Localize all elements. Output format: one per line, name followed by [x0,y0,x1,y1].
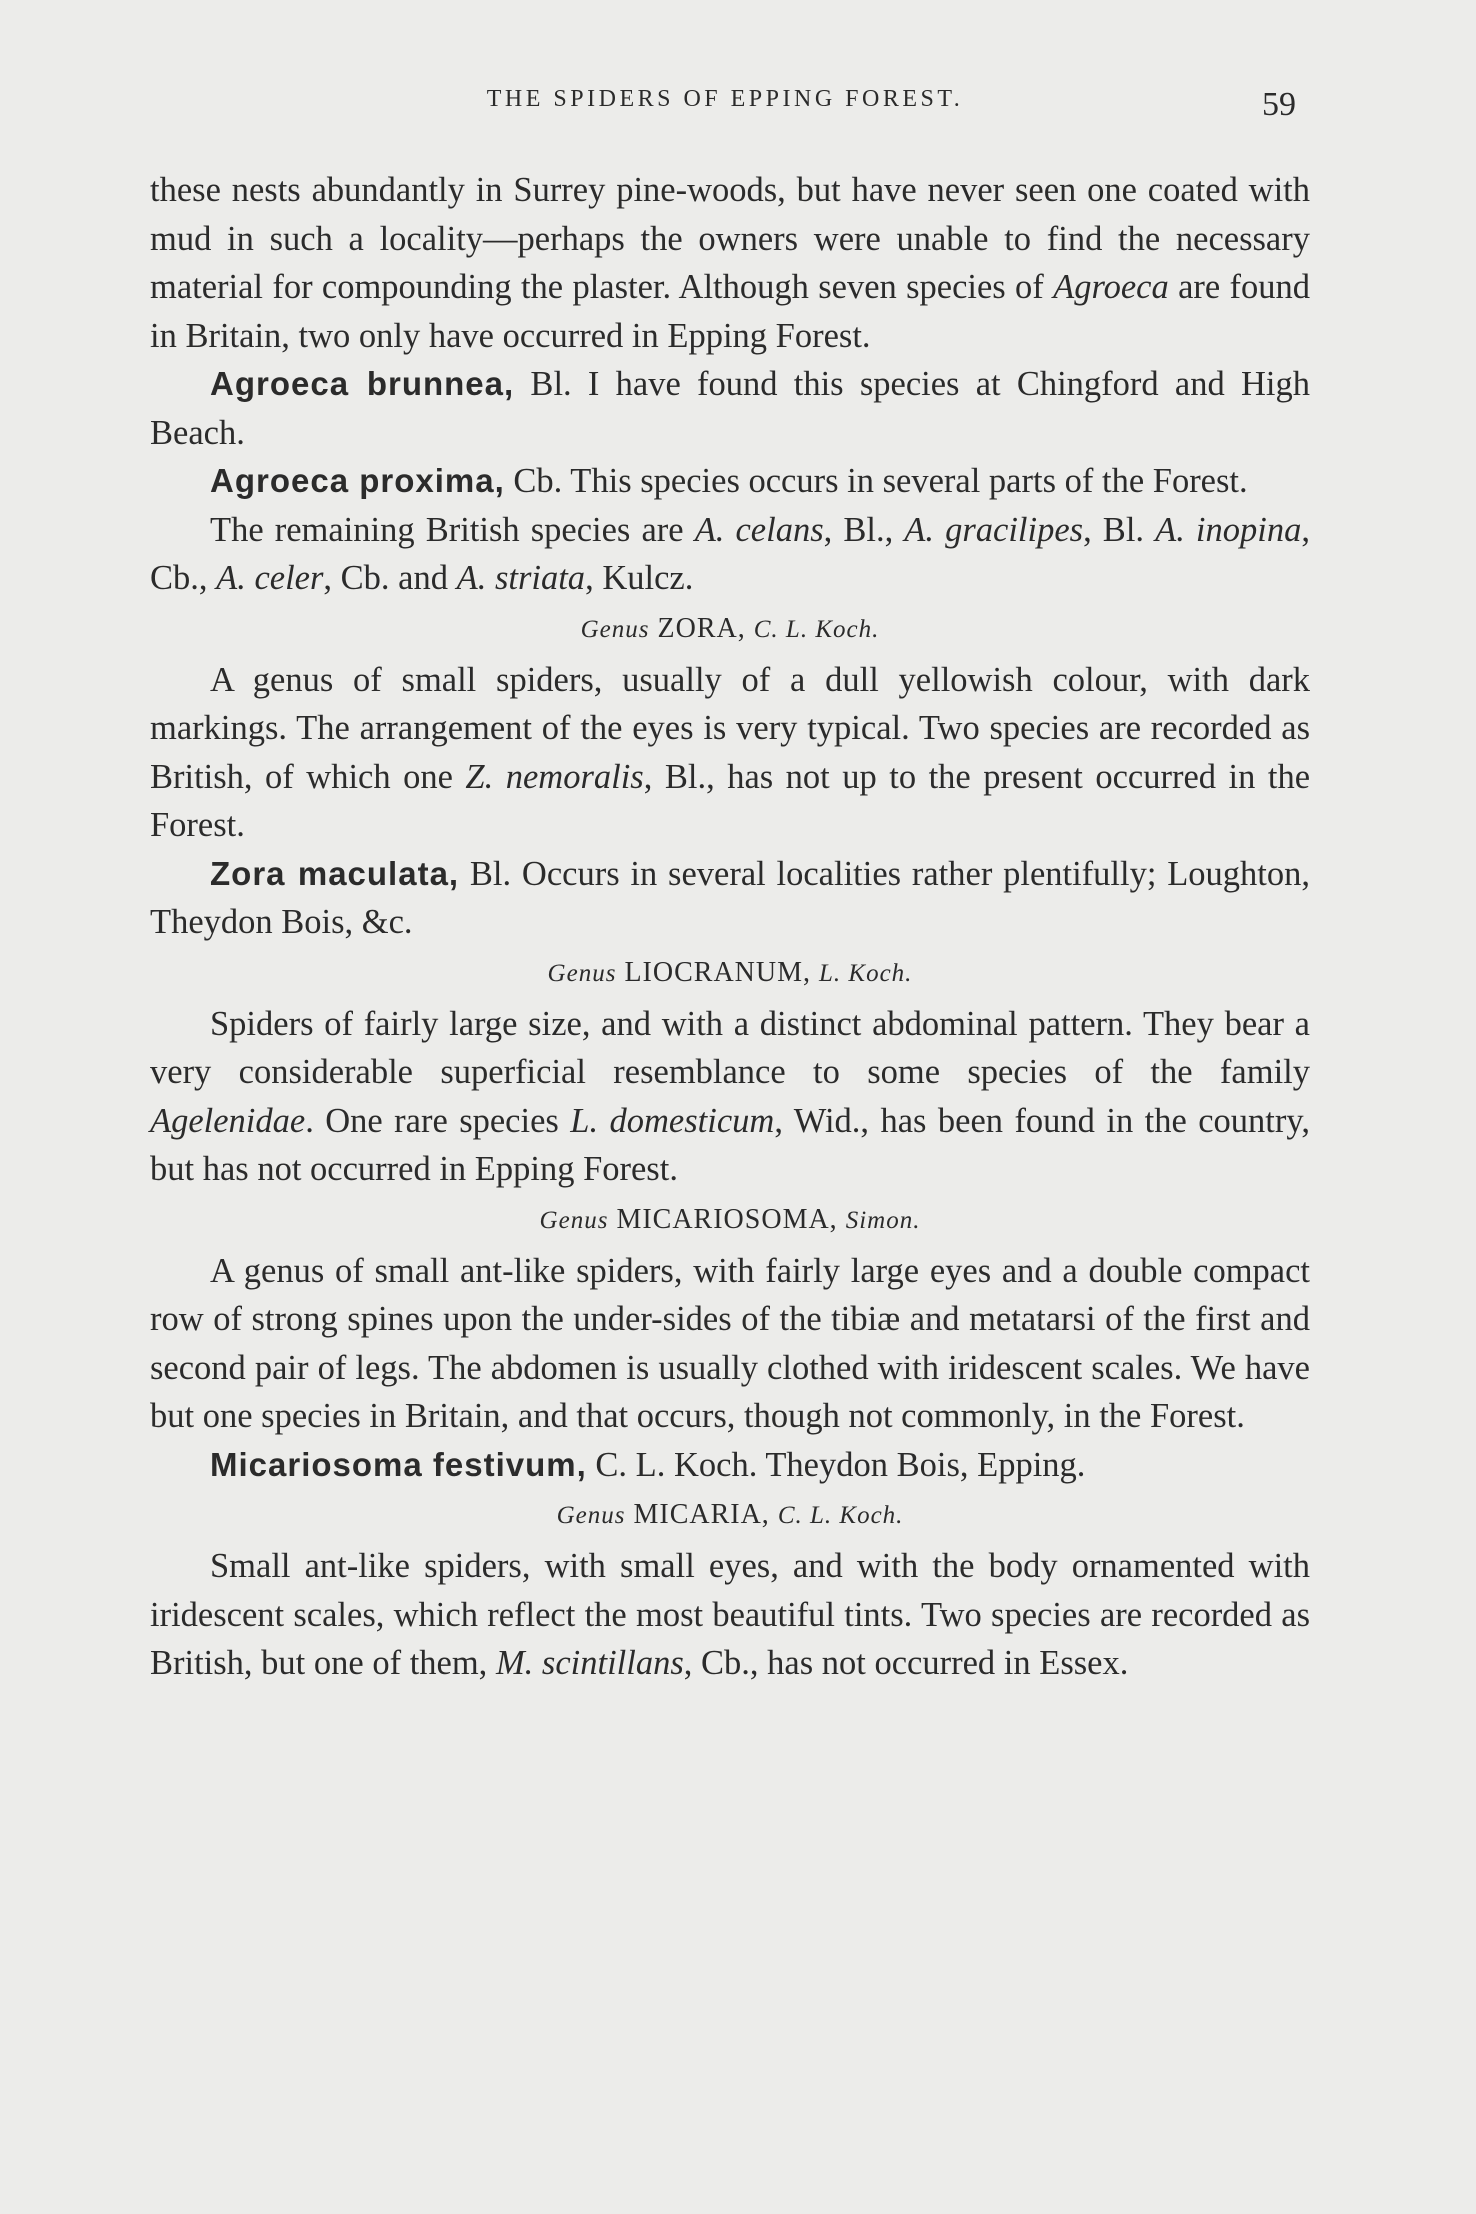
species-name: Zora maculata, [210,854,460,892]
page-number: 59 [1262,86,1296,123]
species-entry-zora-maculata: Zora maculata, Bl. Occurs in several localities rather plentifully; Loughton, Theydon Bois, &c. [150,854,1310,941]
genus-heading-zora: Genus ZORA, C. L. Koch. [580,612,880,644]
species-entry-agroeca-brunnea: Agroeca brunnea, Bl. I have found this species at Chingford and High Beach. [150,365,1310,452]
genus-heading-micaria: Genus MICARIA, C. L. Koch. [556,1499,904,1530]
species-name: Agroeca proxima, [210,462,505,499]
paragraph-micariosoma-description: A genus of small ant-like spiders, with fairly large eyes and a double compact row of strong spines upon the under-sides of the tibiæ and metatarsi of the first and second pair of legs. The abdomen is usually clothed with iridescent scales. We have but one species in Britain, and that occurs, though not commonly, in the Forest. [150,1251,1310,1435]
species-entry-agroeca-proxima: Agroeca proxima, Cb. This species occurs in several parts of the Forest. [210,462,1248,500]
page-body [150,166,1310,1688]
species-name: Micariosoma festivum, [210,1445,587,1483]
paragraph-agroeca-intro: these nests abundantly in Surrey pine-woods, but have never seen one coated with mud in such a locality—perhaps the owners were unable to find the necessary material for compounding the plaster. Although seven species of Agroeca are found in Britain, two only have occurred in Epping Forest. [150,171,1310,355]
paragraph-liocranum-description: Spiders of fairly large size, and with a distinct abdominal pattern. They bear a very considerable superficial resemblance to some species of the family Agelenidae. One rare species L. domesticum, Wid., has been found in the country, but has not occurred in Epping Forest. [150,1004,1310,1188]
paragraph-remaining-species: The remaining British species are A. celans, Bl., A. gracilipes, Bl. A. inopina, Cb., A. celer, Cb. and A. striata, Kulcz. [150,510,1310,597]
genus-heading-micariosoma: Genus MICARIOSOMA, Simon. [539,1203,921,1235]
paragraph-zora-description: A genus of small spiders, usually of a dull yellowish colour, with dark markings. The arrangement of the eyes is very typical. Two species are recorded as British, of which one Z. nemoralis, Bl., has not up to the present occurred in the Forest. [150,660,1311,844]
genus-heading-liocranum: Genus LIOCRANUM, L. Koch. [547,956,913,988]
running-title: THE SPIDERS OF EPPING FOREST. [486,86,964,112]
paragraph-micaria-description: Small ant-like spiders, with small eyes, and with the body ornamented with iridescent scales, which reflect the most beautiful tints. Two species are recorded as British, but one of them, M. scintillans, Cb., has not occurred in Essex. [150,1547,1310,1682]
species-name: Agroeca brunnea, [210,365,515,402]
species-entry-micariosoma-festivum: Micariosoma festivum, C. L. Koch. Theydon Bois, Epping. [210,1445,1086,1484]
genus-italic: Agroeca [1053,268,1169,306]
